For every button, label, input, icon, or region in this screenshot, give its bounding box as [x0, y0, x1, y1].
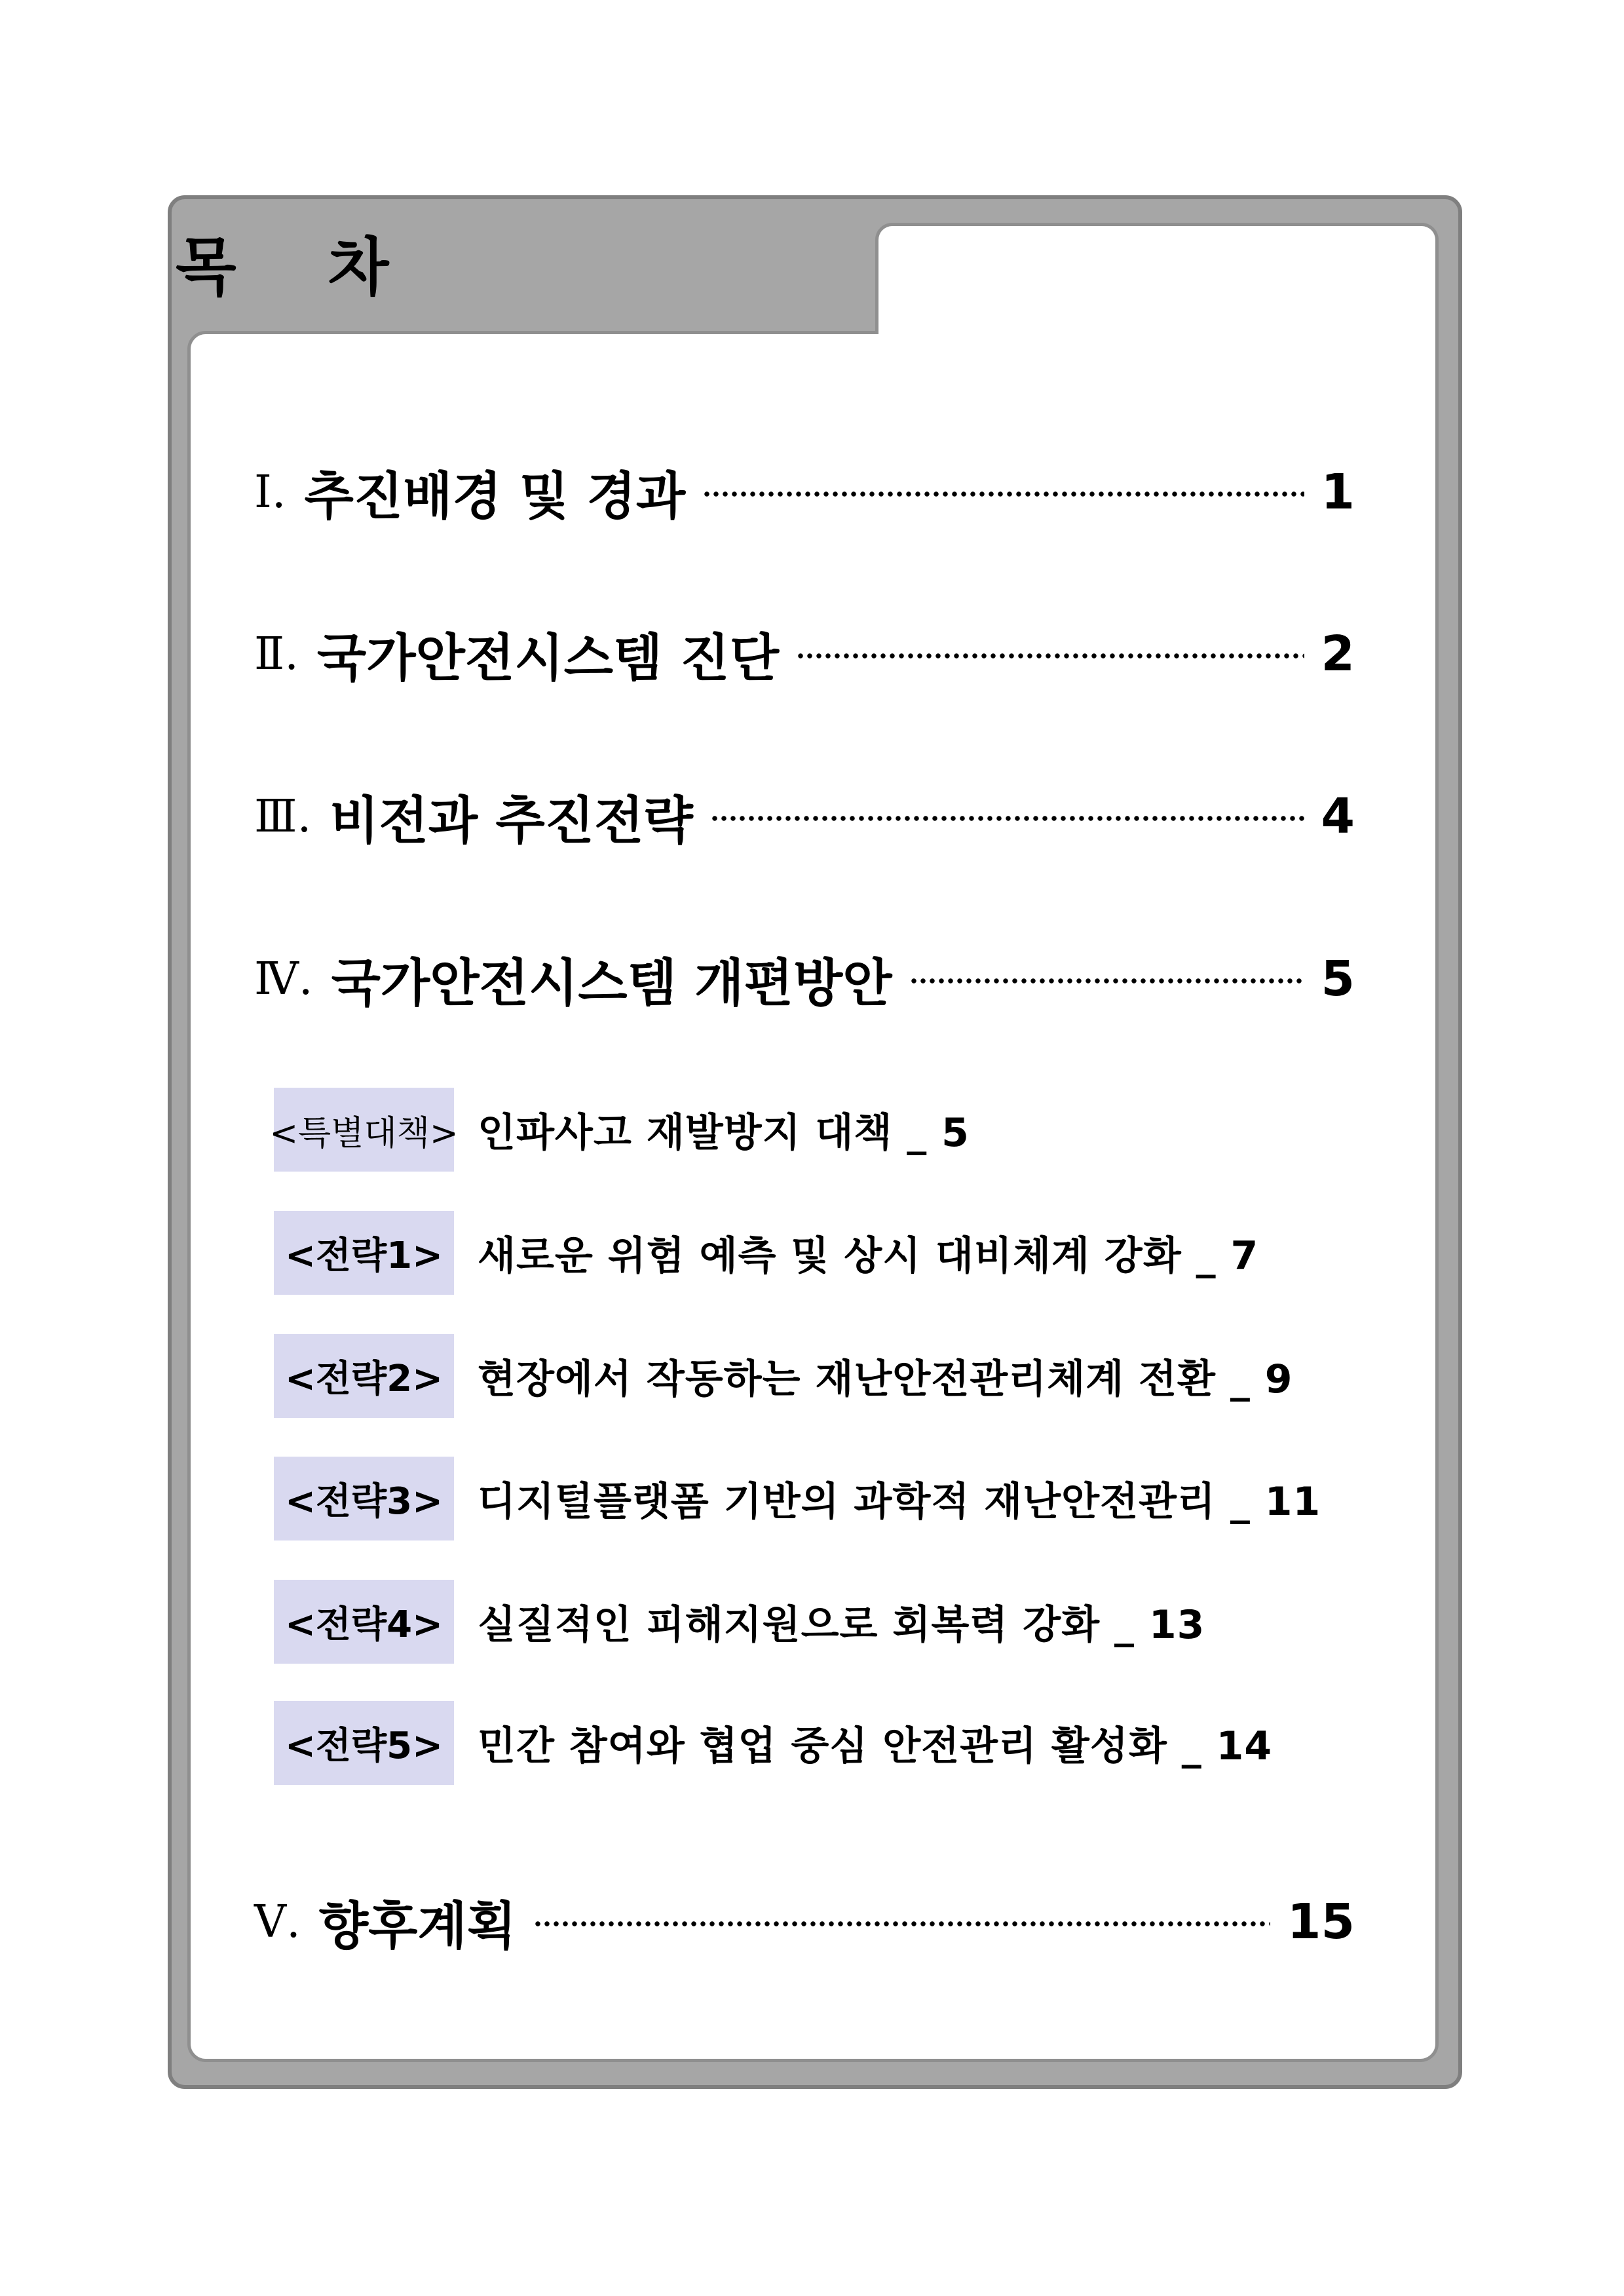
page-title-char-1: 목	[176, 230, 243, 304]
toc-subsection-strategy-1[interactable]	[274, 1211, 1388, 1295]
toc-section-4[interactable]	[254, 940, 1355, 1018]
section-page-number: 2	[1321, 626, 1355, 682]
section-page-number: 5	[1321, 951, 1355, 1007]
subsection-text: 민간 참여와 협업 중심 안전관리 활성화 _ 14	[478, 1723, 1273, 1769]
toc-subsection-special[interactable]	[269, 1088, 1388, 1172]
section-title: 향후계획	[318, 1897, 517, 1956]
section-page-number: 1	[1321, 464, 1355, 520]
section-number: Ⅱ.	[254, 628, 299, 680]
page-title	[176, 216, 569, 308]
section-page-number: 4	[1321, 788, 1355, 845]
toc-section-3[interactable]	[254, 777, 1355, 856]
dot-leader	[909, 978, 1304, 984]
strategy-tag: <전략1>	[274, 1211, 454, 1295]
dot-leader	[702, 491, 1304, 497]
subsection-text: 디지털플랫폼 기반의 과학적 재난안전관리 _ 11	[478, 1479, 1321, 1525]
toc-section-2[interactable]	[254, 615, 1355, 693]
section-title: 추진배경 및 경과	[304, 467, 686, 526]
toc-subsection-strategy-5[interactable]	[274, 1701, 1388, 1785]
toc-subsection-strategy-4[interactable]	[274, 1580, 1388, 1664]
dot-leader	[533, 1921, 1270, 1926]
subsection-text: 현장에서 작동하는 재난안전관리체계 전환 _ 9	[478, 1356, 1293, 1402]
strategy-tag: <전략3>	[274, 1457, 454, 1540]
toc-panel	[187, 331, 1439, 2062]
subsection-text: 새로운 위험 예측 및 상시 대비체계 강화 _ 7	[478, 1233, 1259, 1279]
strategy-tag: <전략2>	[274, 1334, 454, 1418]
section-number: Ⅲ.	[254, 790, 312, 843]
section-title: 비전과 추진전략	[330, 792, 693, 851]
panel-joint	[878, 328, 1435, 341]
section-page-number: 15	[1287, 1894, 1355, 1950]
toc-subsection-strategy-2[interactable]	[274, 1334, 1388, 1418]
section-title: 국가안전시스템 개편방안	[331, 954, 892, 1013]
dot-leader	[796, 653, 1304, 659]
toc-subsection-strategy-3[interactable]	[274, 1457, 1388, 1540]
subsection-text: 실질적인 피해지원으로 회복력 강화 _ 13	[478, 1602, 1205, 1648]
subsection-text: 인파사고 재발방지 대책 _ 5	[478, 1110, 970, 1156]
section-number: Ⅴ.	[254, 1896, 301, 1948]
page-title-char-2: 차	[328, 230, 396, 304]
strategy-tag: <전략4>	[274, 1580, 454, 1664]
toc-section-1[interactable]	[254, 453, 1355, 531]
toc-section-5[interactable]	[254, 1883, 1355, 1961]
special-measure-tag: <특별대책>	[274, 1088, 454, 1172]
section-title: 국가안전시스템 진단	[316, 629, 780, 688]
section-number: Ⅳ.	[254, 953, 313, 1005]
strategy-tag: <전략5>	[274, 1701, 454, 1785]
dot-leader	[710, 816, 1304, 821]
section-number: Ⅰ.	[254, 466, 286, 518]
